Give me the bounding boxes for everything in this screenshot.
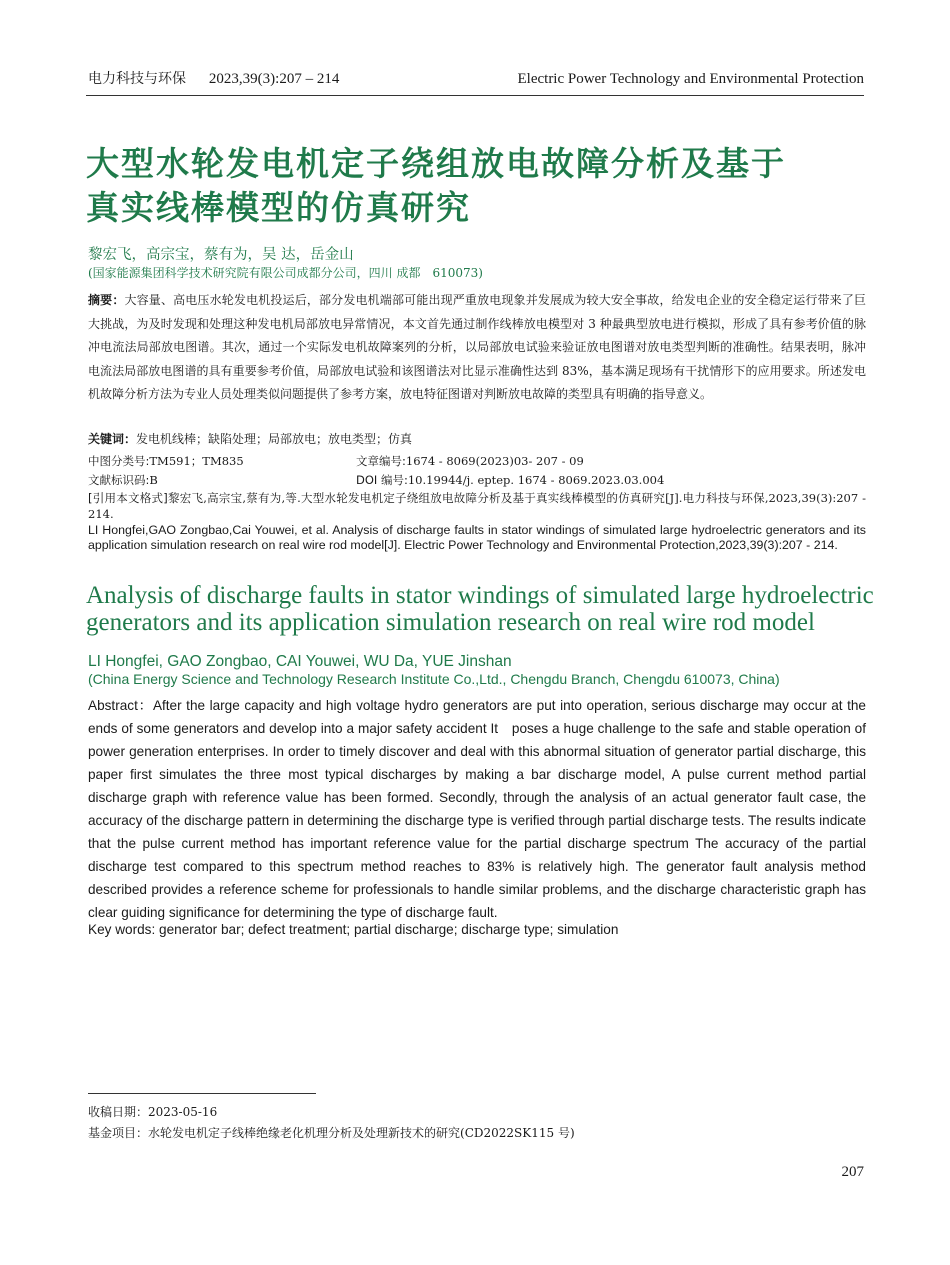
docno-value: 1674 - 8069(2023)03- 207 - 09 — [405, 454, 584, 468]
page-number: 207 — [841, 1164, 864, 1180]
authors-cn: 黎宏飞，高宗宝，蔡有为，吴 达，岳金山 — [88, 247, 354, 263]
citation-cn-text: 黎宏飞,高宗宝,蔡有为,等.大型水轮发电机定子绕组放电故障分析及基于真实线棒模型的仿真研究[J].电力科技与环保,2023,39(3):207 - 214. — [88, 491, 866, 521]
doi-value: 10.19944/j. eptep. 1674 - 8069.2023.03.004 — [407, 473, 665, 487]
abstract-cn-label: 摘要： — [88, 293, 125, 307]
abstract-en-label: Abstract： — [88, 698, 153, 713]
fund-label: 基金项目： — [88, 1126, 149, 1140]
received-date — [88, 1103, 217, 1120]
clc-label: 中图分类号: — [88, 454, 150, 468]
abstract-cn — [88, 289, 866, 407]
running-header-left — [88, 70, 339, 88]
footnote-divider — [88, 1093, 316, 1094]
keywords-cn — [88, 428, 866, 452]
journal-name-en: Electric Power Technology and Environmental Protection — [517, 71, 864, 87]
doccode-value: B — [149, 473, 158, 487]
title-cn-line-1: 大型水轮发电机定子绕组放电故障分析及基于 — [86, 144, 786, 183]
article-number — [356, 452, 584, 470]
keywords-cn-text: 发电机线棒；缺陷处理；局部放电；放电类型；仿真 — [136, 432, 413, 446]
affiliation-en: (China Energy Science and Technology Research Institute Co.,Ltd., Chengdu Branch, Chengdu 610073, China) — [88, 671, 780, 687]
clc-value: TM591；TM835 — [149, 454, 244, 468]
doccode-label: 文献标识码: — [88, 473, 150, 487]
citation-en: LI Hongfei,GAO Zongbao,Cai Youwei, et al. Analysis of discharge faults in stator windings of simulated large hydroelectric generators and its application simulation research on real wire rod model[J]. Electric Power Technology and Environmental Protection,2023,39(3):207 - 214. — [88, 523, 866, 552]
citation-cn — [88, 490, 866, 522]
journal-name-cn: 电力科技与环保 — [88, 71, 186, 87]
title-en: Analysis of discharge faults in stator windings of simulated large hydroelectric generators and its application simulation research on real wire rod model — [86, 582, 874, 636]
doi-label: DOI 编号: — [356, 473, 408, 487]
abstract-en-text: After the large capacity and high voltage hydro generators are put into operation, serious discharge may occur at the ends of some generators and develop into a major safety accident It poses a huge challenge to the safe and stable operation of power generation enterprises. In order to timely discover and deal with this abnormal situation of generator partial discharge, this paper first simulates the three most typical discharges by making a bar discharge model, A pulse current method partial discharge graph with reference value has been formed. Secondly, through the analysis of an actual generator fault case, the accuracy of the discharge pattern in determining the discharge type is verified through partial discharge tests. The results indicate that the pulse current method has important reference value for the partial discharge spectrum The accuracy of the partial discharge test compared to this spectrum method reaches to 83% is relatively high. The generator fault analysis method described provides a reference scheme for professionals to handle similar problems, and the discharge characteristic graph has clear guiding significance for determining the type of discharge fault. — [88, 698, 866, 920]
header-divider — [86, 95, 864, 96]
title-cn-line-2: 真实线棒模型的仿真研究 — [86, 188, 471, 227]
abstract-cn-text: 大容量、高电压水轮发电机投运后，部分发电机端部可能出现严重放电现象并发展成为较大安全事故，给发电企业的安全稳定运行带来了巨大挑战，为及时发现和处理这种发电机局部放电异常情况，本文首先通过制作线棒放电模型对 3 种最典型放电进行模拟，形成了具有参考价值的脉冲电流法局部放电图谱。其次，通过一个实际发电机故障案列的分析，以局部放电试验来验证放电图谱对放电类型判断的准确性。结果表明，脉冲电流法局部放电图谱的具有重要参考价值，局部放电试验和该图谱法对比显示准确性达到 83%，基本满足现场有干扰情形下的应用要求。所述发电机故障分析方法为专业人员处理类似问题提供了参考方案，放电特征图谱对判断放电故障的类型具有明确的指导意义。 — [88, 293, 866, 402]
keywords-en: Key words: generator bar; defect treatment; partial discharge; discharge type; simulation — [88, 922, 619, 937]
doi — [356, 471, 664, 489]
keywords-cn-label: 关键词： — [88, 432, 137, 446]
affiliation-cn: (国家能源集团科学技术研究院有限公司成都分公司，四川 成都 610073) — [88, 266, 483, 280]
fund-value: 水轮发电机定子线棒绝缘老化机理分析及处理新技术的研究(CD2022SK115 号) — [148, 1126, 575, 1140]
received-label: 收稿日期： — [88, 1105, 149, 1119]
document-code — [88, 471, 158, 489]
docno-label: 文章编号: — [356, 454, 406, 468]
clc-number — [88, 452, 244, 470]
authors-en: LI Hongfei, GAO Zongbao, CAI Youwei, WU Da, YUE Jinshan — [88, 653, 512, 670]
fund-project — [88, 1124, 575, 1141]
received-value: 2023-05-16 — [148, 1105, 218, 1119]
citation-label: [引用本文格式] — [88, 491, 168, 505]
abstract-en — [88, 694, 866, 924]
issue-info: 2023,39(3):207 – 214 — [208, 71, 340, 87]
